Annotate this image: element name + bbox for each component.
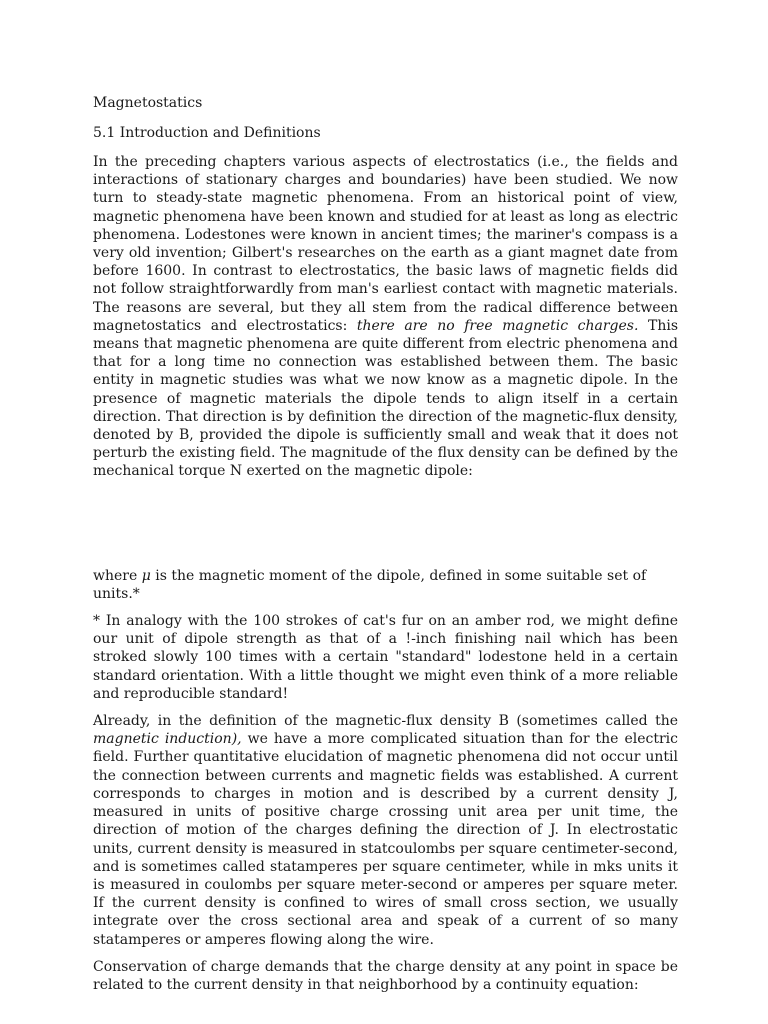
footnote-paragraph: * In analogy with the 100 strokes of cat's fur on an amber rod, we might define our unit of dipole strength as that of a !-inch finishing nail which has been stroked slowly 100 times with a certain "standard" lodestone held in a certain standard orientation. With a little thought we might even think of a more reliable and reproducible standard!: [93, 613, 678, 702]
intro-emphasis: there are no free magnetic charges.: [356, 317, 639, 334]
flux-density-paragraph: [93, 712, 678, 949]
moment-definition-paragraph: [93, 567, 678, 603]
section-heading: 5.1 Introduction and Definitions: [93, 125, 321, 141]
equation-placeholder: [93, 481, 678, 567]
where-text-b: is the magnetic moment of the dipole, defined in some suitable set of units.*: [93, 567, 647, 602]
already-text-a: Already, in the definition of the magnetic-flux density B (sometimes called the: [93, 713, 678, 730]
intro-paragraph: [93, 153, 678, 481]
intro-text-a: In the preceding chapters various aspects of electrostatics (i.e., the fields and interactions of stationary charges and boundaries) have been studied. We now turn to steady-state magnetic phenomena. From an historical point of view, magnetic phenomena have been known and studied for at least as long as electric phenomena. Lodestones were known in ancient times; the mariner's compass is a very old invention; Gilbert's researches on the earth as a giant magnet date from before 1600. In contrast to electrostatics, the basic laws of magnetic fields did not follow straightforwardly from man's earliest contact with magnetic materials. The reasons are several, but they all stem from the radical difference between magnetostatics and electrostatics:: [93, 154, 678, 334]
already-emphasis: magnetic induction),: [93, 731, 242, 748]
document-page: [93, 93, 678, 994]
intro-text-b: This means that magnetic phenomena are quite different from electric phenomena and that for a long time no connection was established between them. The basic entity in magnetic studies was what we now know as a magnetic dipole. In the presence of magnetic materials the dipole tends to align itself in a certain direction. That direction is by definition the direction of the magnetic-flux density, denoted by B, provided the dipole is sufficiently small and weak that it does not perturb the existing field. The magnitude of the flux density can be defined by the mechanical torque N exerted on the magnetic dipole:: [93, 317, 678, 480]
mu-symbol: μ: [141, 567, 151, 584]
conservation-paragraph: Conservation of charge demands that the charge density at any point in space be related to the current density in that neighborhood by a continuity equation:: [93, 958, 678, 993]
already-text-b: we have a more complicated situation than for the electric field. Further quantitative elucidation of magnetic phenomena did not occur until the connection between currents and magnetic fields was established. A current corresponds to charges in motion and is described by a current density J, measured in units of positive charge crossing unit area per unit time, the direction of motion of the charges defining the direction of J. In electrostatic units, current density is measured in statcoulombs per square centimeter-second, and is sometimes called statamperes per square centimeter, while in mks units it is measured in coulombs per square meter-second or amperes per square meter. If the current density is confined to wires of small cross section, we usually integrate over the cross sectional area and speak of a current of so many statamperes or amperes flowing along the wire.: [93, 731, 678, 948]
document-title: Magnetostatics: [93, 95, 203, 111]
where-text-a: where: [93, 567, 142, 584]
